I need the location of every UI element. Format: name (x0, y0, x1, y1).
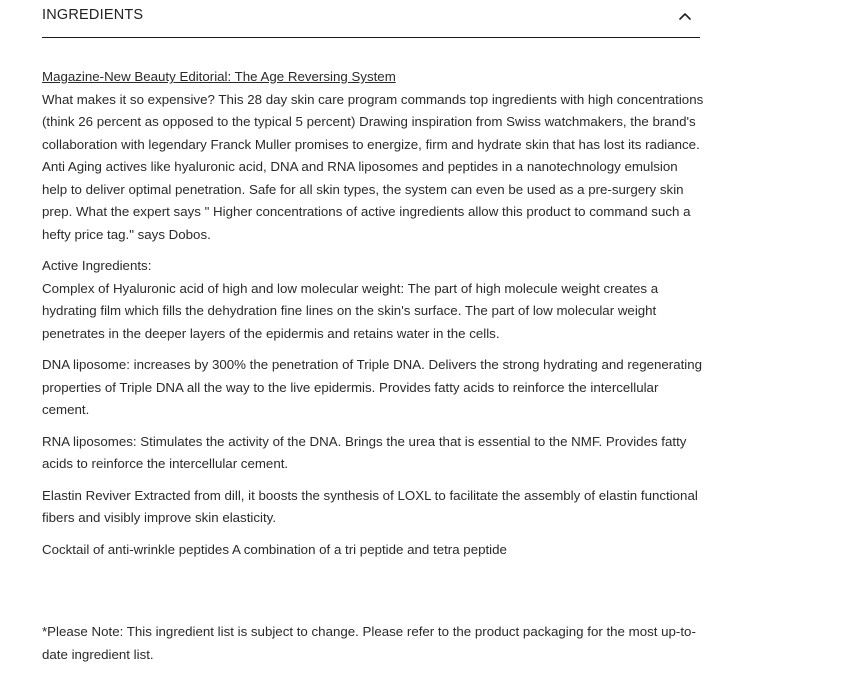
ingredients-accordion (42, 0, 704, 662)
peptides-text: Cocktail of anti-wrinkle peptides A combination of a tri peptide and tetra peptide (42, 541, 507, 557)
ingredients-content (42, 66, 704, 570)
dna-text: DNA liposome: increases by 300% the penetration of Triple DNA. Delivers the strong hydrating and regenerating properties of Triple DNA all the way to the live epidermis. Provides fatty acids to reinforce the intercellular cement. (42, 357, 703, 417)
intro-text: What makes it so expensive? This 28 day skin care program commands top ingredients with high concentrations (think 26 percent as opposed to the typical 5 percent) Drawing inspiration from Swiss watchmakers, the brand's collaboration with legendary Franck Muller promises to energize, firm and hydrate skin that has lost its radiance. Anti Aging actives like hyaluronic acid, DNA and RNA liposomes and peptides in a nanotechnology emulsion help to deliver optimal penetration. Safe for all skin types, the system can even be used as a pre-surgery skin prep. What the expert says " Higher concentrations of active ingredients allow this product to command such a hefty price tag." says Dobos. (42, 91, 704, 242)
active-ingredients-section (42, 255, 704, 345)
hyaluronic-text: Complex of Hyaluronic acid of high and low molecular weight: The part of high molecule weight creates a hydrating film which fills the dehydration fine lines on the skin's surface. The part of low molecular weight penetrates in the deeper layers of the epidermis and retains water in the cells. (42, 280, 659, 341)
editorial-section (42, 66, 704, 246)
accordion-title: INGREDIENTS (42, 7, 144, 23)
editorial-link[interactable]: Magazine-New Beauty Editorial: The Age Reversing System (42, 69, 396, 84)
accordion-header[interactable] (42, 0, 700, 38)
elastin-text: Elastin Reviver Extracted from dill, it boosts the synthesis of LOXL to facilitate the assembly of elastin functional fibers and visibly improve skin elasticity. (42, 487, 698, 525)
active-ingredients-heading: Active Ingredients: (42, 258, 152, 273)
disclaimer-note: *Please Note: This ingredient list is subject to change. Please refer to the product packaging for the most up-to-date ingredient list. (42, 624, 696, 662)
rna-text: RNA liposomes: Stimulates the activity of the DNA. Brings the urea that is essential to the NMF. Provides fatty acids to reinforce the intercellular cement. (42, 433, 687, 471)
chevron-up-icon[interactable] (678, 11, 692, 21)
